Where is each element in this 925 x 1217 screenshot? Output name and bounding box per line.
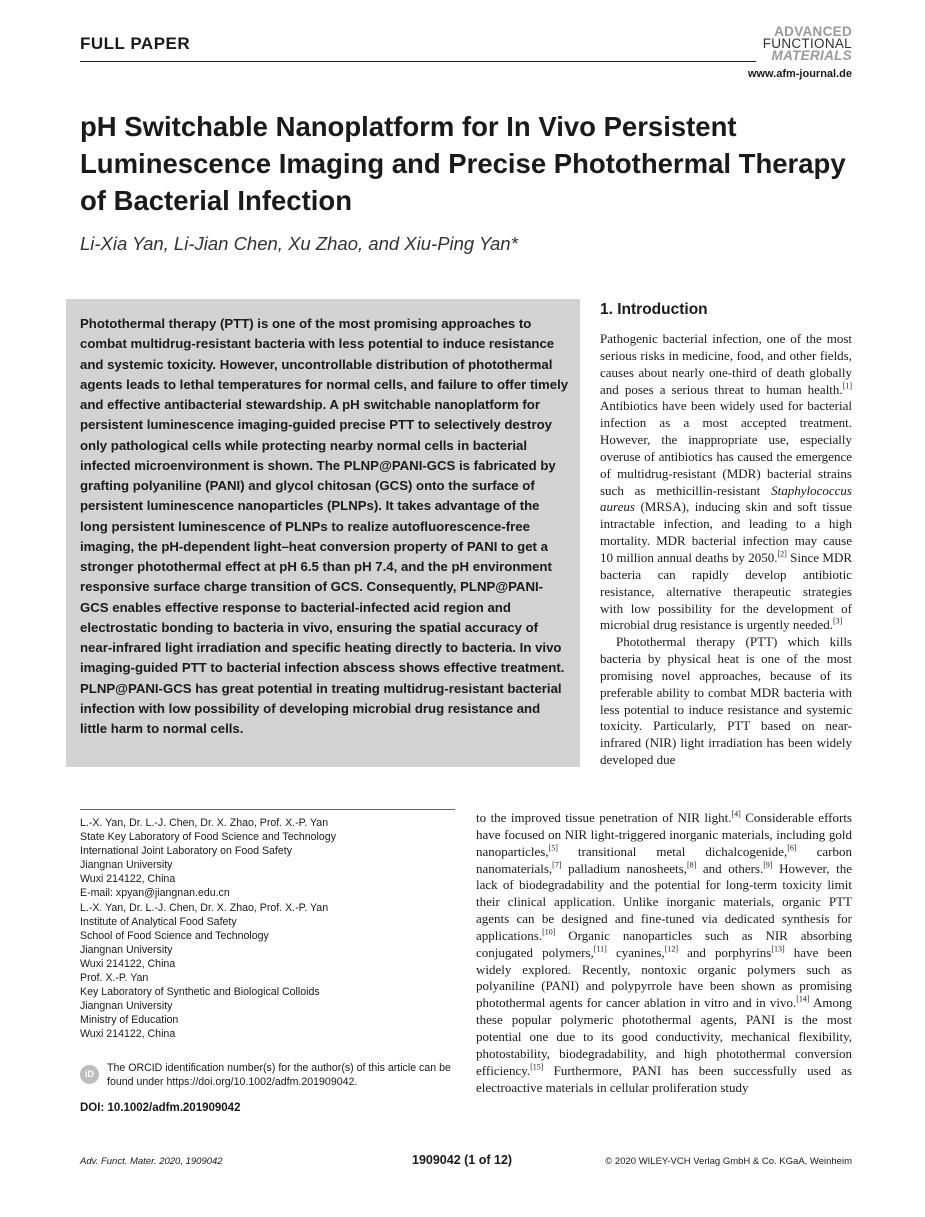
citation-ref[interactable]: [10] [542, 927, 556, 937]
affiliation-line: International Joint Laboratory on Food Safety [80, 845, 293, 858]
doi-link[interactable]: DOI: 10.1002/adfm.201909042 [80, 1102, 241, 1114]
affiliation-line: Wuxi 214122, China [80, 873, 176, 886]
affiliation-line: Key Laboratory of Synthetic and Biological Colloids [80, 986, 320, 999]
footer-page-number: 1909042 (1 of 12) [412, 1153, 513, 1167]
affiliation-block [80, 901, 460, 971]
journal-url[interactable]: www.afm-journal.de [747, 68, 852, 80]
affiliation-line: Jiangnan University [80, 1000, 173, 1013]
citation-ref[interactable]: [4] [731, 809, 741, 819]
affiliation-line: Wuxi 214122, China [80, 957, 176, 970]
affiliation-line: State Key Laboratory of Food Science and Technology [80, 831, 336, 844]
journal-logo-line-3: MATERIALS [771, 48, 852, 63]
citation-ref[interactable]: [9] [763, 860, 773, 870]
intro-paragraph-2: Photothermal therapy (PTT) which kills bacteria by physical heat is one of the most promising novel approaches, because of its preferable ability to combat MDR bacteria with less potential to induce resistance and systemic toxicity. Particularly, PTT based on near-infrared (NIR) light irradiation has been widely developed due [600, 634, 852, 768]
affiliation-line: School of Food Science and Technology [80, 929, 269, 942]
affiliation-line: Prof. X.-P. Yan [80, 972, 149, 985]
section-label: FULL PAPER [80, 34, 191, 53]
intro-paragraph-2-continued: to the improved tissue penetration of NIR light.[4] Considerable efforts have focused on NIR light-triggered inorganic materials, including gold nanoparticles,[5] transitional metal dichalcogenide,[6] carbon nanomaterials,[7] palladium nanosheets,[8] and others.[9] However, the lack of biodegradability and the potential for long-term toxicity limit their clinical application. Unlike inorganic materials, organic PTT agents can be designed and fine-tuned via dedicated synthesis for applications.[10] Organic nanoparticles such as NIR absorbing conjugated polymers,[11] cyanines,[12] and porphyrins[13] have been widely explored. Recently, nontoxic organic polymers such as polyaniline (PANI) and polypyrrole have been shown as promising photothermal agents for cancer ablation in vitro and in vivo.[14] Among these popular polymeric photothermal agents, PANI is the most potential one due to its good conductivity, mechanical flexibility, photostability, biodegradability, and high photothermal conversion efficiency.[15] Furthermore, PANI has been successfully used as electroactive materials in cellular proliferation study [476, 809, 853, 1095]
affiliation-line: Wuxi 214122, China [80, 1028, 176, 1041]
orcid-icon: iD [80, 1065, 99, 1084]
italic-term: Staphylococcus aureus [600, 482, 852, 515]
intro-column-right [600, 331, 852, 769]
paper-title: pH Switchable Nanoplatform for In Vivo Persistent Luminescence Imaging and Precise Photothermal Therapy of Bacterial Infection [80, 111, 846, 216]
journal-logo-line-2: FUNCTIONAL [762, 36, 852, 51]
journal-logo-line-1: ADVANCED [774, 24, 852, 39]
citation-ref[interactable]: [7] [552, 860, 562, 870]
citation-ref[interactable]: [1] [842, 381, 852, 391]
citation-ref[interactable]: [2] [777, 549, 787, 559]
affiliation-line: L.-X. Yan, Dr. L.-J. Chen, Dr. X. Zhao, Prof. X.-P. Yan [80, 817, 329, 829]
citation-ref[interactable]: [5] [548, 843, 558, 853]
affiliation-line: Jiangnan University [80, 943, 173, 956]
citation-ref[interactable]: [13] [771, 944, 785, 954]
citation-ref[interactable]: [6] [787, 843, 797, 853]
affiliation-line: Institute of Analytical Food Safety [80, 915, 237, 928]
orcid-note[interactable]: The ORCID identification number(s) for the author(s) of this article can be found under https://doi.org/10.1002/adfm.201909042. [107, 1062, 451, 1088]
citation-ref[interactable]: [14] [796, 994, 810, 1004]
header-rule [80, 61, 756, 62]
journal-logo [763, 26, 852, 62]
affiliation-line: Jiangnan University [80, 859, 173, 872]
section-heading-introduction: 1. Introduction [600, 301, 708, 318]
citation-ref[interactable]: [3] [832, 617, 843, 627]
affiliation-block [80, 971, 460, 1041]
affiliation-block [80, 816, 460, 901]
affiliation-rule [80, 809, 455, 810]
citation-ref[interactable]: [11] [593, 944, 607, 954]
email-link[interactable]: E-mail: xpyan@jiangnan.edu.cn [80, 887, 230, 900]
citation-ref[interactable]: [15] [530, 1062, 544, 1072]
citation-ref[interactable]: [12] [664, 944, 679, 954]
affiliation-line: L.-X. Yan, Dr. L.-J. Chen, Dr. X. Zhao, Prof. X.-P. Yan [80, 901, 329, 914]
intro-paragraph-1: Pathogenic bacterial infection, one of the most serious risks in medicine, food, and other fields, causes about nearly one-third of death globally and poses a serious threat to human health.[1] Antibiotics have been widely used for bacterial infection as a most accepted treatment. However, the inappropriate use, especially overuse of antibiotics has caused the emergence of multidrug-resistant (MDR) bacterial strains such as methicillin-resistant Staphylococcus aureus (MRSA), inducing skin and soft tissue intractable infection, and leading to a high mortality. MDR bacterial infection may cause 10 million annual deaths by 2050.[2] Since MDR bacteria can rapidly develop antibiotic resistance, alternative therapeutic strategies with low possibility for the development of microbial drug resistance is urgently needed.[3] [600, 331, 853, 633]
author-list: Li-Xia Yan, Li-Jian Chen, Xu Zhao, and Xiu-Ping Yan* [80, 233, 518, 254]
affiliations [80, 816, 460, 1042]
intro-column-bottom [476, 810, 852, 1096]
footer-citation: Adv. Funct. Mater. 2020, 1909042 [80, 1156, 223, 1167]
abstract-text: Photothermal therapy (PTT) is one of the most promising approaches to combat multidrug-resistant bacteria with less potential to induce resistance and systemic toxicity. However, uncontrollable distribution of photothermal agents leads to lethal temperatures for normal cells, and failure to offer timely and effective antibacterial stewardship. A pH switchable nanoplatform for persistent luminescence imaging-guided precise PTT to selectively destroy only pathological cells while protecting nearby normal cells in bacterial infected microenvironment is shown. The PLNP@PANI-GCS is fabricated by grafting polyaniline (PANI) and glycol chitosan (GCS) onto the surface of persistent luminescence nanoparticles (PLNPs). It takes advantage of the long persistent luminescence of PLNPs to realize autofluorescence-free imaging, the pH-dependent light–heat conversion property of PANI to get a stronger photothermal effect at pH 6.5 than pH 7.4, and the pH environment responsive surface charge transition of GCS. Consequently, PLNP@PANI-GCS enables effective response to bacterial-infected acid region and electrostatic bonding to bacteria in vivo, ensuring the spatial accuracy of near-infrared light irradiation and specific heating directly to bacteria. In vivo imaging-guided PTT to bacterial infection abscess shows effective treatment. PLNP@PANI-GCS has great potential in treating multidrug-resistant bacterial infection with low possibility of developing microbial drug resistance and little harm to normal cells. [80, 316, 569, 736]
affiliation-line: Ministry of Education [80, 1014, 179, 1027]
footer-copyright: © 2020 WILEY-VCH Verlag GmbH & Co. KGaA, Weinheim [605, 1156, 852, 1167]
citation-ref[interactable]: [8] [686, 860, 697, 870]
